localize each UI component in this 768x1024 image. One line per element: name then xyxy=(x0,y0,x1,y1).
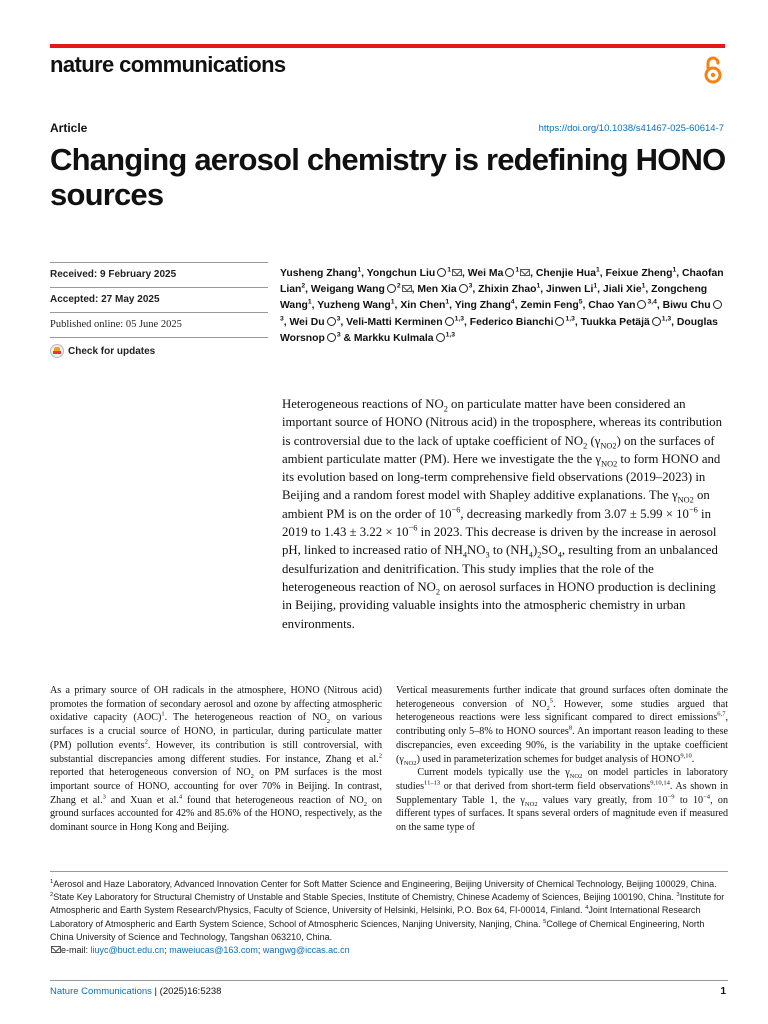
author-name: Zhixin Zhao xyxy=(478,284,537,296)
email-link-3[interactable]: wangwg@iccas.ac.cn xyxy=(262,945,350,956)
orcid-icon[interactable] xyxy=(436,333,445,342)
author-name: Markku Kulmala xyxy=(353,332,434,344)
author-name: Douglas Worsnop xyxy=(280,316,718,344)
author-name: Yuzheng Wang xyxy=(317,300,391,312)
author-name: Wei Du xyxy=(289,316,325,328)
email-icon xyxy=(51,946,61,953)
body-text-left-column: As a primary source of OH radicals in the atmosphere, HONO (Nitrous acid) promotes the formation of secondary aerosol and ozone by affecting atmospheric oxidative capacity (AOC)$^1$. The heterogeneous reaction of $NO_2$ on various surfaces is a crucial source of HONO, in particular, during particulate matter (PM) pollution events$^2$. However, its contribution is still controversial, with substantial discrepancies among different studies. For instance, Zhang et al.$^2$ reported that heterogeneous conversion of $NO_2$ on PM surfaces is the most important source of HONO, accounting for over 70% in Beijing. In contrast, Zhang et al.$^3$ and Xuan et al.$^4$ found that heterogeneous reaction of $NO_2$ on ground surfaces accounted for 42% and 85.6% of the HONO, respectively, as the dominant source in Hong Kong and Beijing. xyxy=(50,685,383,834)
author-affiliation: 3 xyxy=(336,315,341,323)
author-list: Yusheng Zhang$^1$, Yongchun Liu $^1$ , Wei Ma $^1$ , Chenjie Hua$^1$, Feixue Zheng$^1$, Chaofan Lian$^2$, Weigang Wang $^2$ , Men Xia $^3$, Zhixin Zhao$^1$, Jinwen Li$^1$, Jiali Xie$^1$, Zongcheng Wang$^1$, Yuzheng Wang$^1$, Xin Chen$^1$, Ying Zhang$^4$, Zemin Feng$^5$, Chao Yan $^{3,4}$, Biwu Chu$^3$, Wei Du $^3$, Veli-Matti Kerminen $^{1,3}$, Federico Bianchi $^{1,3}$, Tuukka Petäjä $^{1,3}$, Douglas Worsnop $^3$ & Markku Kulmala $^{1,3}$ xyxy=(280,266,724,344)
footer-divider xyxy=(50,980,728,981)
author-affiliation: 1 xyxy=(536,282,541,290)
affiliations-footnote: $^1$Aerosol and Haze Laboratory, Advanced Innovation Center for Soft Matter Science and Engineering, Beijing University of Chemical Technology, Beijing 100029, China. $^2$State Key Laboratory for Structural Chemistry of Unstable and Stable Species, Institute of Chemistry, Chinese Academy of Sciences, Beijing 100190, China. $^3$Institute for Atmospheric and Earth System Research/Physics, Faculty of Science, University of Helsinki, Helsinki, P.O. Box 64, FI-00014, Finland. $^4$Joint International Research Laboratory of Atmospheric and Earth System Science, School of Atmospheric Sciences, Nanjing University, Nanjing, China. $^5$College of Chemical Engineering, North China University of Science and Technology, Tangshan 063210, China. e-mail: liuyc@buct.edu.cn; maweiucas@163.com; wangwg@iccas.ac.cn xyxy=(50,879,725,956)
author-name: Zongcheng Wang xyxy=(280,284,708,312)
email-icon[interactable] xyxy=(520,269,530,276)
author-affiliation: 1 xyxy=(593,282,598,290)
orcid-icon[interactable] xyxy=(437,268,446,277)
author-name: Tuukka Petäjä xyxy=(580,316,650,328)
author-affiliation: 1 xyxy=(357,266,362,274)
author-name: Biwu Chu xyxy=(662,300,711,312)
email-icon[interactable] xyxy=(402,285,412,292)
author-affiliation: 1 xyxy=(595,266,600,274)
email-link-2[interactable]: maweiucas@163.com xyxy=(169,945,258,956)
received-date: Received: 9 February 2025 xyxy=(50,262,268,287)
footer-volume: | (2025)16:5238 xyxy=(151,986,222,997)
orcid-icon[interactable] xyxy=(652,317,661,326)
author-name: Ying Zhang xyxy=(454,300,511,312)
author-name: Chaofan Lian xyxy=(280,268,724,296)
published-date: Published online: 05 June 2025 xyxy=(50,312,268,337)
author-name: Yusheng Zhang xyxy=(280,268,358,279)
abstract: Heterogeneous reactions of $NO_2$ on particulate matter have been considered an important source of HONO (Nitrous acid) in the troposphere, whereas its contribution is controversial due to the lack of uptake coefficient of $NO_2$ $(\gamma_{NO2})$ on the surfaces of ambient particulate matter (PM). Here we investigate the the $\gamma_{NO2}$ to form HONO and its evolution based on long-term comprehensive field observations (2019–2023) in Beijing and a random forest model with Shapley additive explanations. The $\gamma_{NO2}$ on ambient PM is on the order of $10^{-6}$, decreasing markedly from $3.07 \pm 5.99 \times 10^{-6}$ in 2019 to $1.43 \pm 3.22 \times 10^{-6}$ in 2023. This decrease is driven by the increase in aerosol pH, linked to increased ratio of $NH_4NO_3$ to $(NH_4)_2SO_4$, resulting from an unbalanced desulfurization and denitrification. This study implies that the role of the heterogeneous reaction of $NO_2$ on aerosol surfaces in HONO production is declining in Beijing, providing valuable insights into the atmospheric chemistry in urban environments. xyxy=(282,397,722,631)
author-name: Federico Bianchi xyxy=(469,316,554,328)
author-name: Yongchun Liu xyxy=(366,268,436,279)
author-affiliation: 1,3 xyxy=(565,315,575,323)
author-affiliation: 1 xyxy=(515,266,520,274)
author-affiliation: 2 xyxy=(396,282,401,290)
orcid-icon[interactable] xyxy=(459,284,468,293)
author-name: Xin Chen xyxy=(400,300,446,312)
orcid-icon[interactable] xyxy=(445,317,454,326)
orcid-icon[interactable] xyxy=(387,284,396,293)
accepted-date: Accepted: 27 May 2025 xyxy=(50,287,268,312)
check-updates-icon xyxy=(50,344,64,358)
footer-journal-name[interactable]: Nature Communications xyxy=(50,986,152,997)
check-for-updates-button[interactable] xyxy=(50,337,268,365)
author-name: Wei Ma xyxy=(467,268,504,279)
author-affiliation: 1,3 xyxy=(661,315,672,323)
open-access-icon xyxy=(702,55,724,85)
orcid-icon[interactable] xyxy=(555,317,564,326)
orcid-icon[interactable] xyxy=(637,300,646,309)
doi-link[interactable]: https://doi.org/10.1038/s41467-025-60614-7 xyxy=(538,123,724,134)
footer-citation xyxy=(50,986,221,997)
author-name: Men Xia xyxy=(417,284,457,296)
author-name: Weigang Wang xyxy=(310,284,385,296)
page-number: 1 xyxy=(720,986,726,997)
body-text-right-column: Vertical measurements further indicate that ground surfaces often dominate the heterogeneous conversion of $NO_2^5$. However, some studies argued that heterogeneous reactions were less significant compared to direct emissions$^{6,7}$, contributing only 5–8% to HONO sources$^8$. An important reason leading to these discrepancies, even exceeding 90%, is the variability in the uptake coefficient $(\gamma_{NO2})$ used in parameterization schemes for budget analysis of HONO$^{9,10}$. Current models typically use the $\gamma_{NO2}$ on model particles in laboratory studies$^{11-13}$ or that derived from short-term field observations$^{9,10,14}$. As shown in Supplementary Table 1, the $\gamma_{NO2}$ values vary greatly, from $10^{-9}$ to $10^{-4}$, on different types of surfaces. It spans several orders of magnitude even if measured on the same type of xyxy=(396,685,729,834)
author-affiliation: 1 xyxy=(447,266,451,274)
author-affiliation: 1 xyxy=(672,266,677,274)
author-affiliation: 1 xyxy=(641,282,646,290)
check-updates-label: Check for updates xyxy=(68,345,156,357)
author-name: Zemin Feng xyxy=(520,300,579,312)
author-name: Jinwen Li xyxy=(546,284,594,296)
email-label: e-mail: xyxy=(61,945,91,956)
orcid-icon[interactable] xyxy=(505,268,514,277)
author-affiliation: 3 xyxy=(280,315,284,323)
orcid-icon[interactable] xyxy=(713,300,722,309)
orcid-icon[interactable] xyxy=(327,333,336,342)
top-rule xyxy=(50,44,725,48)
author-affiliation: 1,3 xyxy=(445,331,455,339)
article-title: Changing aerosol chemistry is redefining HONO sources xyxy=(50,142,726,212)
author-affiliation: 1 xyxy=(390,298,395,306)
author-affiliation: 2 xyxy=(301,282,306,290)
author-name: Veli-Matti Kerminen xyxy=(346,316,443,328)
article-type-label: Article xyxy=(50,121,88,135)
email-icon[interactable] xyxy=(452,269,462,276)
author-affiliation: 1,3 xyxy=(454,315,464,323)
author-affiliation: 4 xyxy=(510,298,515,306)
orcid-icon[interactable] xyxy=(327,317,336,326)
footnote-divider xyxy=(50,871,728,872)
publication-metadata xyxy=(50,262,268,365)
journal-name[interactable]: nature communications xyxy=(50,52,286,77)
author-affiliation: 3 xyxy=(336,331,341,339)
author-name: Jiali Xie xyxy=(602,284,642,296)
author-name: Feixue Zheng xyxy=(605,268,673,279)
author-affiliation: 3,4 xyxy=(647,298,657,306)
affiliations-text: $^1$Aerosol and Haze Laboratory, Advanced Innovation Center for Soft Matter Science and Engineering, Beijing University of Chemical Technology, Beijing 100029, China. $^2$State Key Laboratory for Structural Chemistry of Unstable and Stable Species, Institute of Chemistry, Chinese Academy of Sciences, Beijing 100190, China. $^3$Institute for Atmospheric and Earth System Research/Physics, Faculty of Science, University of Helsinki, Helsinki, P.O. Box 64, FI-00014, Finland. $^4$Joint International Research Laboratory of Atmospheric and Earth System Science, School of Atmospheric Sciences, Nanjing University, Nanjing, China. $^5$College of Chemical Engineering, North China University of Science and Technology, Tangshan 063210, China. xyxy=(50,879,725,942)
email-link-1[interactable]: liuyc@buct.edu.cn xyxy=(90,945,165,956)
author-affiliation: 3 xyxy=(468,282,473,290)
author-affiliation: 5 xyxy=(578,298,583,306)
author-affiliation: 1 xyxy=(307,298,312,306)
author-affiliation: 1 xyxy=(445,298,450,306)
author-name: Chenjie Hua xyxy=(535,268,596,279)
author-name: Chao Yan xyxy=(588,300,636,312)
